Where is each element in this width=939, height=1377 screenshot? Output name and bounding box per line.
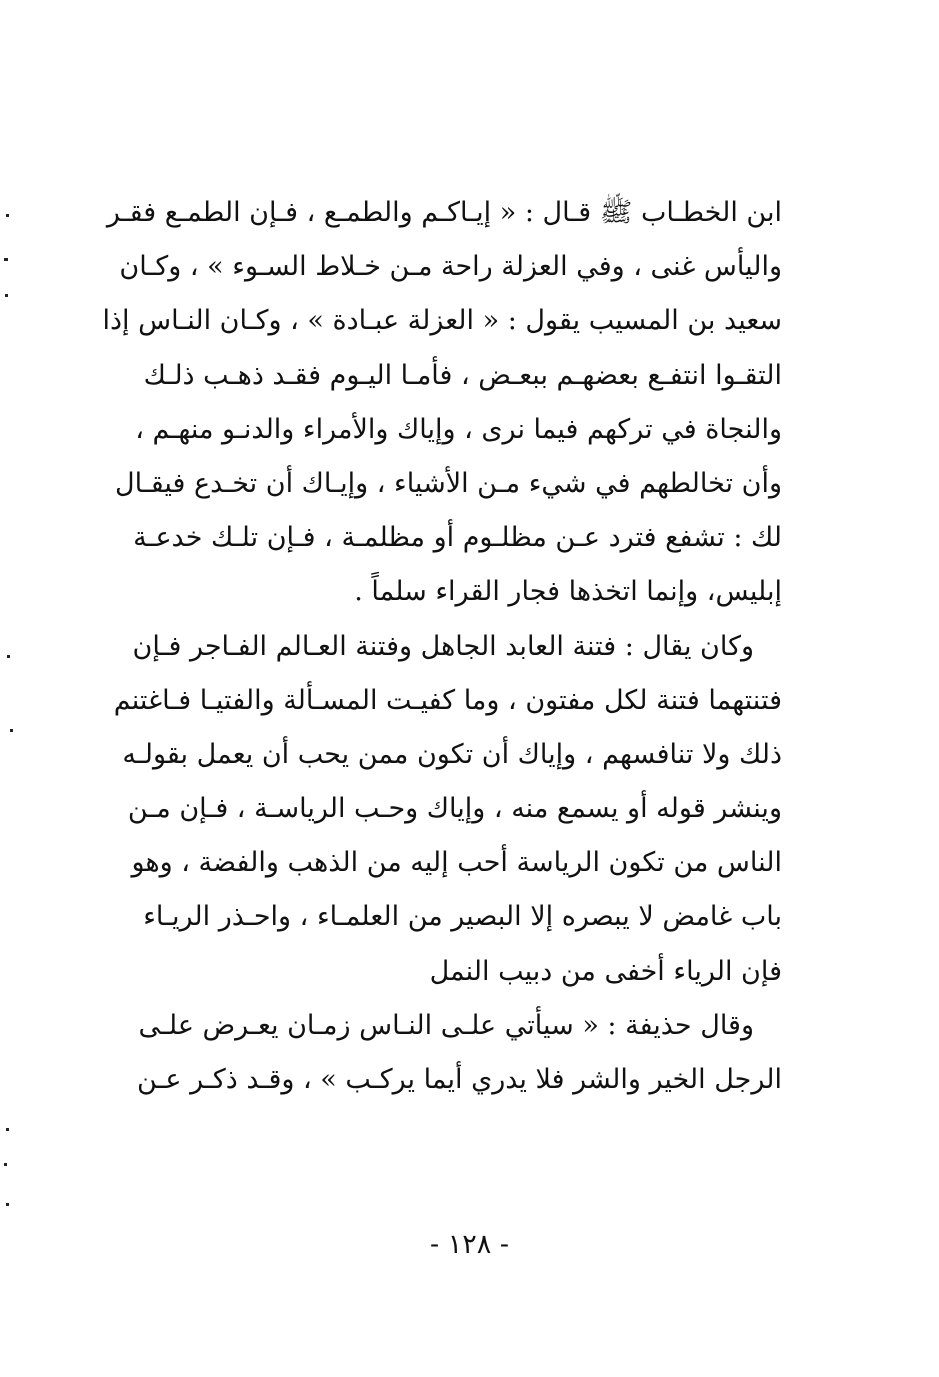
scan-speck bbox=[4, 1163, 7, 1166]
page-number: - ١٢٨ - bbox=[430, 1229, 509, 1260]
text-line: واليأس غنى ، وفي العزلة راحة مـن خـلاط السـوء » ، وكـان bbox=[119, 251, 782, 283]
text-line: والنجاة في تركهم فيما نرى ، وإياك والأمراء والدنـو منهـم ، bbox=[135, 413, 782, 445]
scan-speck bbox=[6, 214, 9, 217]
text-line: سعيد بن المسيب يقول : « العزلة عبـادة » ، وكـان النـاس إذا bbox=[102, 305, 782, 337]
text-line: وأن تخالطهم في شيء مـن الأشياء ، وإيـاك أن تخـدع فيقـال bbox=[115, 467, 782, 499]
scan-speck bbox=[6, 1203, 9, 1206]
scan-speck bbox=[6, 1128, 9, 1131]
text-line: فإن الرياء أخفى من دبيب النمل bbox=[429, 955, 782, 987]
scan-speck bbox=[10, 729, 13, 732]
text-line: إبليس، وإنما اتخذها فجار القراء سلماً . bbox=[354, 576, 782, 608]
text-line: وكان يقال : فتنة العابد الجاهل وفتنة العـالم الفـاجر فـإن bbox=[132, 630, 754, 662]
text-line: التقـوا انتفـع بعضهـم ببعـض ، فأمـا اليـوم فقـد ذهـب ذلـك bbox=[143, 359, 782, 391]
text-line: لك : تشفع فترد عـن مظلـوم أو مظلمـة ، فـإن تلـك خدعـة bbox=[133, 522, 782, 554]
scan-speck bbox=[7, 655, 10, 658]
text-line: الناس من تكون الرياسة أحب إليه من الذهب والفضة ، وهو bbox=[131, 847, 782, 879]
scan-speck bbox=[4, 258, 8, 261]
text-line: وقال حذيفة : « سيأتي علـى النـاس زمـان يعـرض علـى bbox=[138, 1009, 754, 1041]
text-line: الرجل الخير والشر فلا يدري أيما يركـب » ، وقـد ذكـر عـن bbox=[136, 1064, 782, 1095]
text-line: ابن الخطـاب ﷺ قـال : « إيـاكـم والطمـع ، فـإن الطمـع فقـر bbox=[106, 197, 782, 228]
text-line: وينشر قوله أو يسمع منه ، وإياك وحـب الرياسـة ، فـإن مـن bbox=[127, 793, 782, 825]
text-line: باب غامض لا يبصره إلا البصير من العلمـاء ، واحـذر الريـاء bbox=[143, 901, 782, 933]
text-line: فتنتهما فتنة لكل مفتون ، وما كفيـت المسـألة والفتيـا فـاغتنم bbox=[113, 684, 782, 716]
scan-speck bbox=[5, 294, 8, 297]
body-text bbox=[102, 186, 782, 1107]
text-line: ذلك ولا تنافسهم ، وإياك أن تكون ممن يحب أن يعمل بقولـه bbox=[122, 738, 782, 770]
